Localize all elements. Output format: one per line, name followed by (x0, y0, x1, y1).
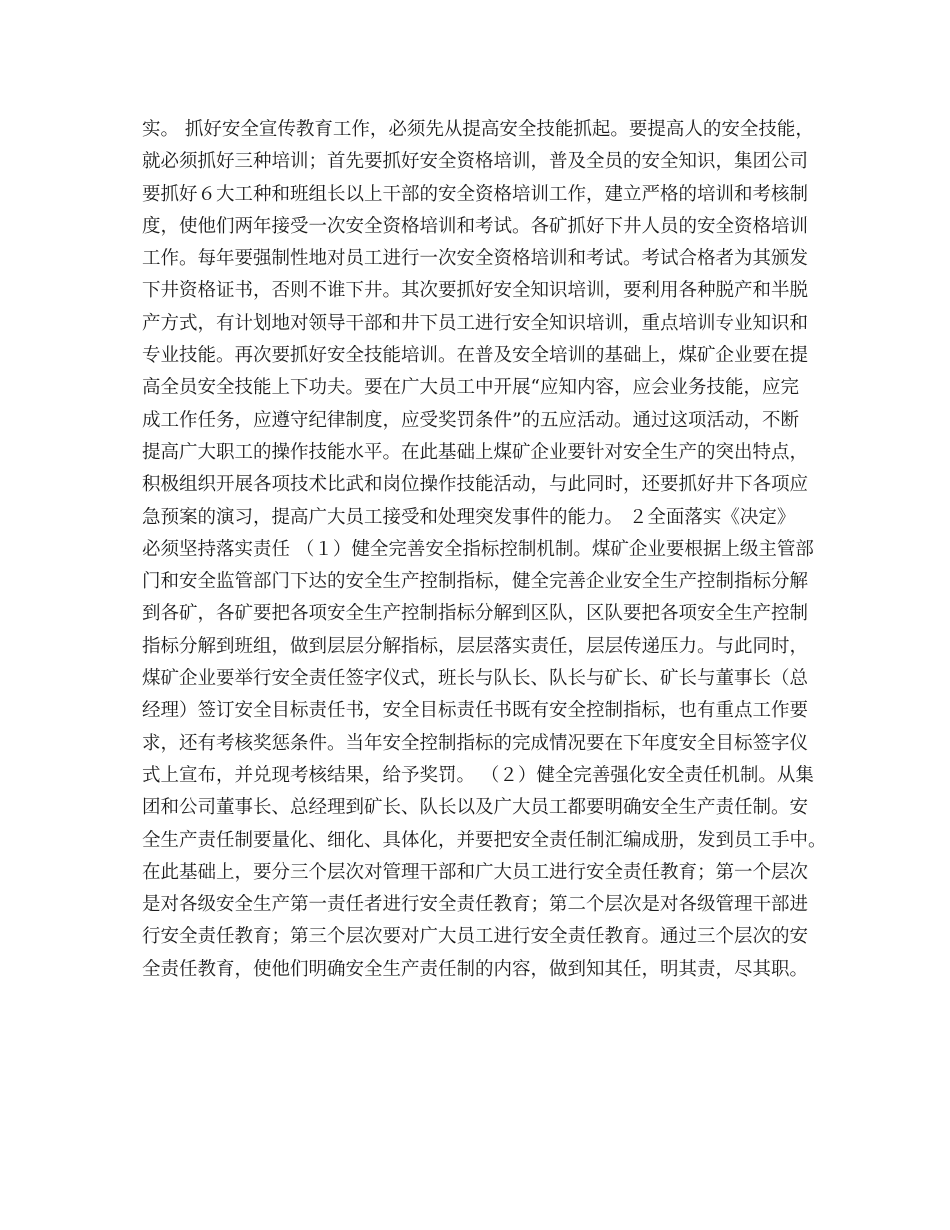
text-line: 全责任教育，使他们明确安全生产责任制的内容，做到知其任，明其责，尽其职。 (142, 958, 809, 980)
text-line: 专业技能。再次要抓好安全技能培训。在普及安全培训的基础上，煤矿企业要在提 (142, 345, 809, 367)
text-line: 经理）签订安全目标责任书，安全目标责任书既有安全控制指标，也有重点工作要 (142, 700, 809, 722)
text-line: 工作。每年要强制性地对员工进行一次安全资格培训和考试。考试合格者为其颁发 (142, 248, 809, 270)
text-line: 积极组织开展各项技术比武和岗位操作技能活动，与此同时，还要抓好井下各项应 (142, 474, 809, 496)
text-line: 指标分解到班组，做到层层分解指标，层层落实责任，层层传递压力。与此同时， (142, 635, 809, 657)
text-line: 下井资格证书，否则不谁下井。其次要抓好安全知识培训，要利用各种脱产和半脱 (142, 280, 809, 302)
text-line: 在此基础上，要分三个层次对管理干部和广大员工进行安全责任教育；第一个层次 (142, 861, 809, 883)
text-line: 门和安全监管部门下达的安全生产控制指标，健全完善企业安全生产控制指标分解 (142, 571, 809, 593)
text-line: 提高广大职工的操作技能水平。在此基础上煤矿企业要针对安全生产的突出特点， (142, 441, 809, 463)
text-line: 产方式，有计划地对领导干部和井下员工进行安全知识培训，重点培训专业知识和 (142, 312, 809, 334)
text-line: 团和公司董事长、总经理到矿长、队长以及广大员工都要明确安全生产责任制。安 (142, 797, 809, 819)
text-line: 高全员安全技能上下功夫。要在广大员工中开展“应知内容，应会业务技能，应完 (142, 377, 799, 399)
text-line: 就必须抓好三种培训；首先要抓好安全资格培训，普及全员的安全知识，集团公司 (142, 151, 809, 173)
text-line: 急预案的演习，提高广大员工接受和处理突发事件的能力。 ２全面落实《决定》 (142, 506, 796, 528)
text-line: 行安全责任教育；第三个层次要对广大员工进行安全责任教育。通过三个层次的安 (142, 926, 809, 948)
text-line: 是对各级安全生产第一责任者进行安全责任教育；第二个层次是对各级管理干部进 (142, 894, 809, 916)
body-text (142, 114, 842, 986)
text-line: 式上宣布，并兑现考核结果，给予奖罚。 （２）健全完善强化安全责任机制。从集 (142, 764, 814, 786)
text-line: 必须坚持落实责任 （１）健全完善安全指标控制机制。煤矿企业要根据上级主管部 (142, 538, 814, 560)
text-line: 度，使他们两年接受一次安全资格培训和考试。各矿抓好下井人员的安全资格培训 (142, 215, 809, 237)
text-line: 实。 抓好安全宣传教育工作，必须先从提高安全技能抓起。要提高人的安全技能， (142, 119, 814, 140)
text-line: 求，还有考核奖惩条件。当年安全控制指标的完成情况要在下年度安全目标签字仪 (142, 732, 809, 754)
text-line: 煤矿企业要举行安全责任签字仪式，班长与队长、队长与矿长、矿长与董事长（总 (142, 668, 809, 690)
text-line: 全生产责任制要量化、细化、具体化，并要把安全责任制汇编成册，发到员工手中。 (142, 829, 827, 851)
text-line: 要抓好６大工种和班组长以上干部的安全资格培训工作，建立严格的培训和考核制 (142, 183, 809, 205)
text-line: 成工作任务，应遵守纪律制度，应受奖罚条件”的五应活动。通过这项活动，不断 (142, 409, 799, 431)
text-line: 到各矿，各矿要把各项安全生产控制指标分解到区队，区队要把各项安全生产控制 (142, 603, 809, 625)
